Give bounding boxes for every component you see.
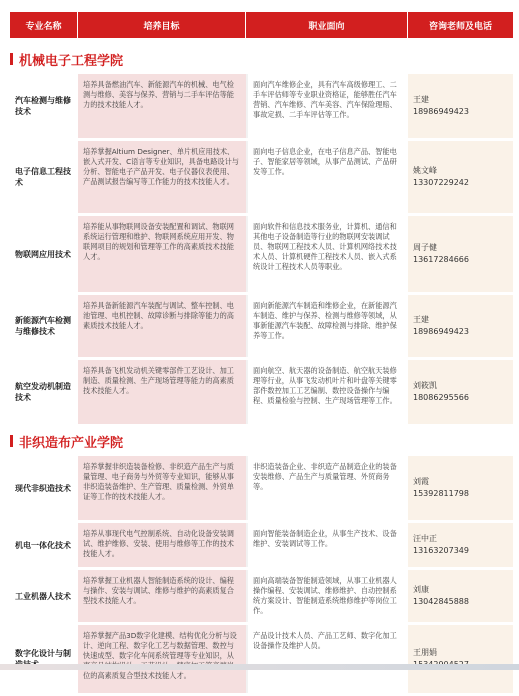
training-goal: 培养具备燃油汽车、新能源汽车的机械、电气检测与维修、美容与保养、营销与二手车评估等能力的技术技能人才。 xyxy=(78,74,246,138)
career-direction: 面向智能装备制造企业，从事生产技术、设备维护、安装调试等工作。 xyxy=(246,523,408,567)
section-bar-icon xyxy=(10,435,13,447)
table-row xyxy=(10,295,513,357)
teacher-phone: 18986949423 xyxy=(413,327,469,336)
career-direction: 面向高端装备智能制造领域，从事工业机器人操作编程、安装调试、维修维护、自动控制系统方案设计、智能制造系统维修维护等岗位工作。 xyxy=(246,570,408,622)
header-contact: 咨询老师及电话 xyxy=(408,12,513,38)
table-row xyxy=(10,456,513,520)
teacher-phone: 13307229242 xyxy=(413,178,469,187)
training-goal: 培养掌握工业机器人智能制造系统的设计、编程与操作、安装与调试、维修与维护的高素质复合型技术技能人才。 xyxy=(78,570,246,622)
footer-strip xyxy=(0,664,519,670)
contact xyxy=(408,216,513,292)
header-career: 职业面向 xyxy=(246,12,408,38)
table-row xyxy=(10,74,513,138)
table-row xyxy=(10,216,513,292)
contact xyxy=(408,74,513,138)
training-goal: 培养从事现代电气控制系统、自动化设备安装调试、维护维修、安装、使用与维修等工作的技术技能人才。 xyxy=(78,523,246,567)
teacher-name: 王建 xyxy=(413,95,429,104)
contact xyxy=(408,456,513,520)
teacher-phone: 13617284666 xyxy=(413,255,469,264)
section-title-text: 机械电子工程学院 xyxy=(19,53,124,69)
major-name: 电子信息工程技术 xyxy=(10,141,78,213)
section-bar-icon xyxy=(10,53,13,65)
training-goal: 培养能从事物联网设备安装配置和调试、物联网系统运行管理和维护、物联网系统应用开发、物联网项目的规划和管理等工作的高素质技术技能人才。 xyxy=(78,216,246,292)
career-direction: 面向软件和信息技术服务业，计算机、通信和其他电子设备制造等行业的物联网安装调试员、物联网工程技术人员、计算机网络技术技术人员、计算机硬件工程技术人员、嵌入式系统设计工程技术人员等职业。 xyxy=(246,216,408,292)
teacher-name: 刘筱凯 xyxy=(413,381,437,390)
program-table xyxy=(10,12,513,696)
career-direction: 面向新能源汽车制造和维修企业，在新能源汽车制造、维护与保养、检测与维修等领域，从事新能源汽车装配、故障检测与排除、维护保养等工作。 xyxy=(246,295,408,357)
major-name: 机电一体化技术 xyxy=(10,523,78,567)
teacher-name: 刘康 xyxy=(413,585,429,594)
teacher-phone: 18086295566 xyxy=(413,393,469,402)
contact xyxy=(408,523,513,567)
major-name: 新能源汽车检测与维修技术 xyxy=(10,295,78,357)
header-major: 专业名称 xyxy=(10,12,78,38)
table-row xyxy=(10,625,513,693)
career-direction: 产品设计技术人员、产品工艺师、数字化加工设备操作及维护人员。 xyxy=(246,625,408,693)
table-header xyxy=(10,12,513,38)
major-name: 汽车检测与维修技术 xyxy=(10,74,78,138)
major-name: 物联网应用技术 xyxy=(10,216,78,292)
training-goal: 培养掌握非织造装备检修、非织造产品生产与质量管理、电子商务与外贸等专业知识，能够从事非织造装备维护、生产管理、质量检测、外贸单证等工作的技术技能人才。 xyxy=(78,456,246,520)
teacher-name: 刘霞 xyxy=(413,477,429,486)
teacher-name: 汪中正 xyxy=(413,534,437,543)
teacher-name: 王朋娟 xyxy=(413,648,437,657)
major-name: 工业机器人技术 xyxy=(10,570,78,622)
career-direction: 面向电子信息企业，在电子信息产品、智能电子、智能家居等领域，从事产品测试、产品研发等工作。 xyxy=(246,141,408,213)
teacher-phone: 15392811798 xyxy=(413,489,469,498)
contact xyxy=(408,360,513,424)
contact xyxy=(408,141,513,213)
career-direction: 面向汽车维修企业，具有汽车高级修理工、二手车评估师等专业职业资格证，能够胜任汽车营销、汽车维修、汽车美容、汽车保险理赔、事故定损、二手车评估等工作。 xyxy=(246,74,408,138)
header-goal: 培养目标 xyxy=(78,12,246,38)
teacher-name: 周子健 xyxy=(413,243,437,252)
training-goal: 培养具备新能源汽车装配与调试、整车控制、电池管理、电机控制、故障诊断与排除等能力的高素质技术技能人才。 xyxy=(78,295,246,357)
career-direction: 面向航空、航天器的设备制造、航空航天装修理等行业，从事飞发动机叶片和叶盘等关键零部件数控加工工艺编制、数控设备操作与编程、质量检验与控制、生产现场管理等工作。 xyxy=(246,360,408,424)
contact xyxy=(408,295,513,357)
career-direction: 非织造装备企业、非织造产品制造企业的装备安装维修、产品生产与质量管理、外贸商务等。 xyxy=(246,456,408,520)
major-name: 数字化设计与制 xyxy=(10,625,78,693)
training-goal: 培养掌握Altium Designer、单片机应用技术、嵌入式开发、C语言等专业知识，具备电路设计与分析、智能电子产品开发、电子仪器仪表使用、产品测试报告编写等工作能力的技术技能人才。 xyxy=(78,141,246,213)
major-name: 航空发动机制造技术 xyxy=(10,360,78,424)
teacher-phone: 13042845888 xyxy=(413,597,469,606)
table-row xyxy=(10,141,513,213)
teacher-name: 王建 xyxy=(413,315,429,324)
training-goal: 培养具备飞机发动机关键零部件工艺设计、加工制造、质量检测、生产现场管理等能力的高素质技术技能人才。 xyxy=(78,360,246,424)
teacher-name: 姚文峰 xyxy=(413,166,437,175)
teacher-phone: 18986949423 xyxy=(413,107,469,116)
table-row xyxy=(10,360,513,424)
contact xyxy=(408,570,513,622)
major-name: 现代非织造技术 xyxy=(10,456,78,520)
teacher-phone: 13163207349 xyxy=(413,546,469,555)
table-row xyxy=(10,570,513,622)
contact xyxy=(408,625,513,693)
section-title-text: 非织造布产业学院 xyxy=(19,435,124,451)
training-goal: 培养掌握产品3D数字化建模、结构优化分析与设计、逆向工程、数字化工艺与数据管理、数控与快速成型、数字化车间系统管理等专业知识，从 位的高素质复合型技术技能人才。 xyxy=(78,625,246,693)
section-title-mechatronics xyxy=(10,48,513,70)
table-row xyxy=(10,523,513,567)
section-title-nonwoven xyxy=(10,430,513,452)
